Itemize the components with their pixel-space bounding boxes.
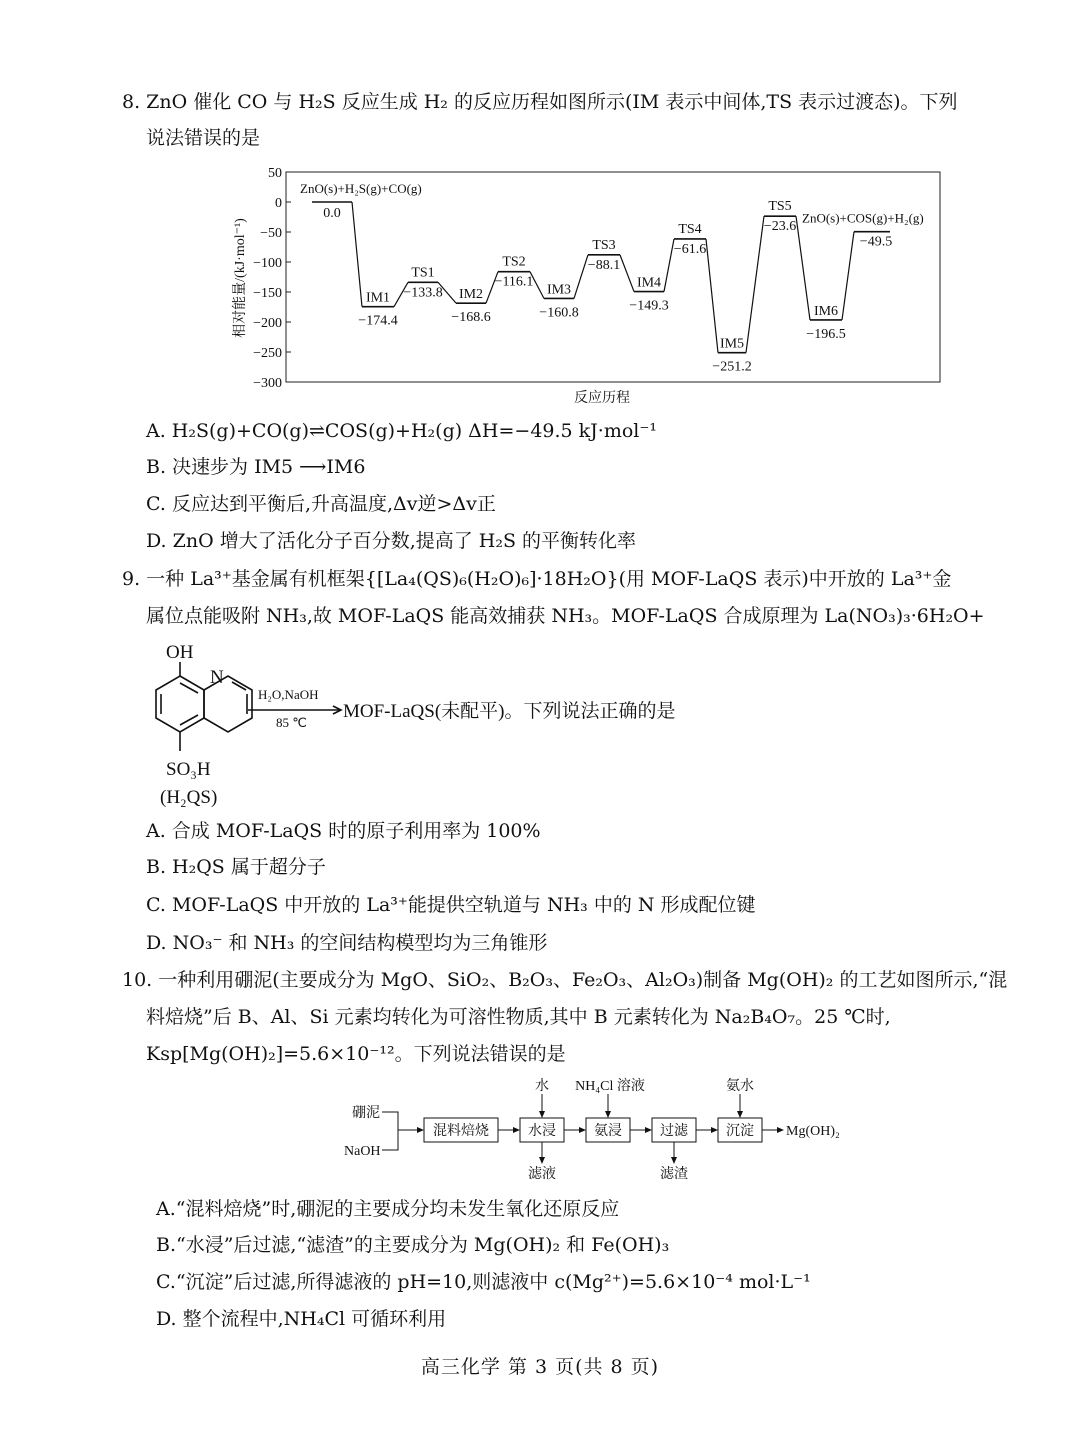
energy-connector [842, 232, 854, 320]
level-value: −61.6 [673, 241, 707, 257]
q10-option-a[interactable]: A.“混料焙烧”时,硼泥的主要成分均未发生氧化还原反应 [156, 1198, 620, 1220]
level-value: −116.1 [494, 274, 534, 290]
level-name: IM2 [458, 287, 484, 303]
step-water-leach: 水浸 [528, 1124, 556, 1139]
q9-option-d[interactable]: D. NO₃⁻ 和 NH₃ 的空间结构模型均为三角锥形 [146, 932, 548, 954]
q8-option-a[interactable]: A. H₂S(g)+CO(g)⇌COS(g)+H₂(g) ΔH=−49.5 kJ·mol⁻¹ [146, 420, 658, 442]
level-value: −23.6 [763, 219, 797, 235]
y-axis [253, 166, 291, 391]
level-value: −174.4 [358, 313, 398, 329]
level-name: ZnO(s)+COS(g)+H₂(g) [802, 210, 924, 226]
level-name: TS1 [411, 265, 435, 281]
q9-option-c[interactable]: C. MOF-LaQS 中开放的 La³⁺能提供空轨道与 NH₃ 中的 N 形成配位键 [146, 894, 756, 916]
add-nh4cl: NH₄Cl 溶液 [575, 1079, 645, 1094]
step-mix-roast: 混料焙烧 [433, 1124, 489, 1139]
energy-connector [796, 216, 810, 320]
level-value: −149.3 [629, 298, 669, 314]
step-precipitate: 沉淀 [726, 1124, 754, 1139]
process-flow-diagram [336, 1076, 856, 1186]
y-tick-label: −150 [253, 286, 282, 301]
add-ammonia: 氨水 [726, 1079, 754, 1094]
y-tick-label: −300 [253, 376, 282, 391]
q8-option-d[interactable]: D. ZnO 增大了活化分子百分数,提高了 H₂S 的平衡转化率 [146, 530, 637, 552]
level-name: IM4 [636, 275, 662, 291]
chart-frame [286, 172, 940, 382]
so3h-label: SO₃H [166, 759, 211, 780]
arrow-conditions-top: H₂O,NaOH [258, 687, 319, 702]
y-tick-label: 50 [268, 166, 282, 181]
product-text: MOF-LaQS(未配平)。下列说法正确的是 [343, 701, 676, 722]
step-ammonia-leach: 氨浸 [594, 1124, 622, 1139]
y-tick-label: −200 [253, 316, 282, 331]
level-name: IM6 [813, 303, 839, 319]
q9-stem-line1: 9. 一种 La³⁺基金属有机框架{[La₄(QS)₆(H₂O)₆]·18H₂O}(用 MOF-LaQS 表示)中开放的 La³⁺金 [122, 568, 952, 590]
energy-connector [574, 255, 588, 299]
level-name: IM3 [546, 282, 572, 298]
level-value: 0.0 [323, 206, 341, 221]
y-axis-label: 相对能量/(kJ·mol⁻¹) [233, 218, 248, 338]
q10-stem-line2: 料焙烧”后 B、Al、Si 元素均转化为可溶性物质,其中 B 元素转化为 Na₂B₄O₇。25 ℃时, [146, 1006, 891, 1028]
level-name: TS2 [502, 254, 526, 270]
y-tick-label: −250 [253, 346, 282, 361]
level-name: TS5 [768, 199, 792, 215]
q9-option-a[interactable]: A. 合成 MOF-LaQS 时的原子利用率为 100% [146, 820, 541, 842]
level-name: TS3 [592, 237, 616, 253]
y-tick-label: −100 [253, 256, 282, 271]
energy-connector [620, 255, 634, 292]
q9-option-b[interactable]: B. H₂QS 属于超分子 [146, 856, 326, 878]
energy-levels [300, 181, 924, 375]
level-value: −133.8 [403, 285, 443, 301]
energy-connector [706, 239, 718, 353]
q8-stem-line2: 说法错误的是 [146, 127, 261, 149]
energy-profile-chart [226, 160, 956, 410]
energy-connector [352, 202, 362, 307]
level-value: −160.8 [539, 305, 579, 321]
h2qs-structure-equation [140, 636, 760, 816]
level-value: −168.6 [451, 310, 491, 326]
q10-option-b[interactable]: B.“水浸”后过滤,“滤渣”的主要成分为 Mg(OH)₂ 和 Fe(OH)₃ [156, 1234, 670, 1256]
q8-option-b[interactable]: B. 决速步为 IM5 ⟶IM6 [146, 456, 366, 478]
n-atom-label: N [210, 667, 224, 688]
add-water: 水 [535, 1079, 549, 1094]
benzene-ring [156, 676, 204, 732]
level-name: IM5 [719, 336, 745, 352]
energy-connector [664, 239, 674, 292]
out-residue: 滤渣 [660, 1167, 688, 1182]
q10-option-d[interactable]: D. 整个流程中,NH₄Cl 可循环利用 [156, 1308, 447, 1330]
q8-option-c[interactable]: C. 反应达到平衡后,升高温度,Δv逆>Δv正 [146, 493, 496, 515]
level-value: −49.5 [859, 234, 893, 250]
level-name: IM1 [365, 290, 391, 306]
y-tick-label: −50 [260, 226, 282, 241]
arrow-conditions-bottom: 85 ℃ [276, 715, 307, 730]
q10-option-c[interactable]: C.“沉淀”后过滤,所得滤液的 pH=10,则滤液中 c(Mg²⁺)=5.6×10⁻⁴ mol·L⁻¹ [156, 1271, 811, 1293]
input-naoh: NaOH [344, 1144, 381, 1159]
q8-stem-line1: 8. ZnO 催化 CO 与 H₂S 反应生成 H₂ 的反应历程如图所示(IM 表示中间体,TS 表示过渡态)。下列 [122, 91, 958, 113]
out-filtrate: 滤液 [528, 1167, 556, 1182]
y-tick-label: 0 [275, 196, 282, 211]
level-name: ZnO(s)+H₂S(g)+CO(g) [300, 181, 422, 196]
h2qs-name: (H₂QS) [160, 787, 218, 808]
level-name: TS4 [678, 221, 702, 237]
oh-label: OH [166, 642, 194, 663]
level-value: −88.1 [587, 257, 621, 273]
x-axis-label: 反应历程 [574, 391, 630, 406]
page-footer: 高三化学 第 3 页(共 8 页) [420, 1356, 660, 1378]
level-value: −196.5 [806, 326, 846, 342]
level-value: −251.2 [712, 359, 752, 375]
q10-stem-line3: Ksp[Mg(OH)₂]=5.6×10⁻¹²。下列说法错误的是 [146, 1043, 566, 1065]
product-mgoh2: Mg(OH)₂ [786, 1124, 840, 1139]
step-filter: 过滤 [660, 1124, 688, 1139]
input-borax-mud: 硼泥 [352, 1106, 380, 1121]
q9-stem-line2: 属位点能吸附 NH₃,故 MOF-LaQS 能高效捕获 NH₃。MOF-LaQS 合成原理为 La(NO₃)₃·6H₂O+ [146, 605, 985, 627]
energy-connector [746, 216, 764, 353]
q10-stem-line1: 10. 一种利用硼泥(主要成分为 MgO、SiO₂、B₂O₃、Fe₂O₃、Al₂O₃)制备 Mg(OH)₂ 的工艺如图所示,“混 [122, 969, 1008, 991]
